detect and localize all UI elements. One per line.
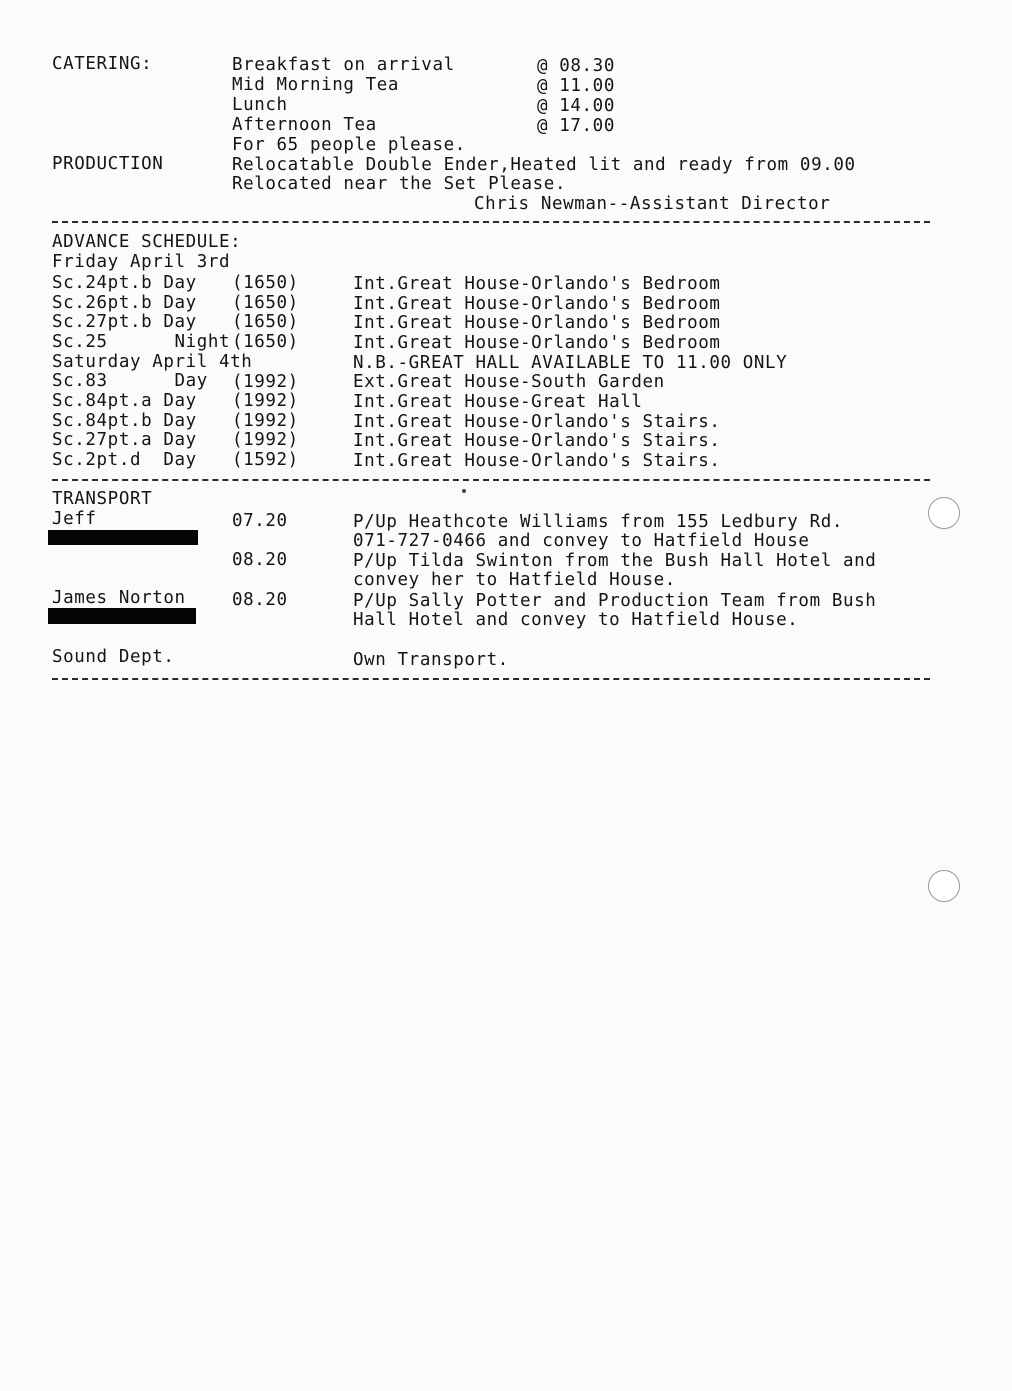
production-line-1: Relocatable Double Ender,Heated lit and ready from 09.00 <box>232 155 856 175</box>
schedule-row-col1: Sc.84pt.a Day <box>52 391 197 411</box>
catering-time-4: @ 17.00 <box>537 116 615 136</box>
schedule-row-col1: Sc.26pt.b Day <box>52 293 197 313</box>
schedule-row-col1: Sc.24pt.b Day <box>52 273 197 293</box>
schedule-row-col2: (1992) <box>232 372 299 392</box>
ink-dot <box>462 489 466 493</box>
schedule-row-col1: Friday April 3rd <box>52 252 231 272</box>
schedule-row-col3: Int.Great House-Orlando's Stairs. <box>353 412 721 432</box>
redaction-bar <box>48 530 198 545</box>
schedule-row-col2: (1650) <box>232 332 299 352</box>
punch-hole <box>928 870 960 902</box>
catering-label: CATERING: <box>52 54 153 74</box>
schedule-row-col3: Int.Great House-Orlando's Bedroom <box>353 333 721 353</box>
transport-driver-1: Jeff <box>52 509 97 529</box>
divider-rule <box>52 678 930 680</box>
divider-rule <box>52 221 930 223</box>
catering-meal-1: Breakfast on arrival <box>232 55 455 75</box>
schedule-row-col1: Sc.27pt.b Day <box>52 312 197 332</box>
sound-dept-label: Sound Dept. <box>52 647 175 667</box>
catering-meal-3: Lunch <box>232 95 288 115</box>
pickup-2-line-1: P/Up Tilda Swinton from the Bush Hall Hotel and <box>353 551 877 571</box>
catering-meal-2: Mid Morning Tea <box>232 75 400 95</box>
schedule-row-col1: Sc.2pt.d Day <box>52 450 197 470</box>
schedule-row-col3: Int.Great House-Great Hall <box>353 392 643 412</box>
schedule-row-col3: Int.Great House-Orlando's Bedroom <box>353 313 721 333</box>
advance-schedule-label: ADVANCE SCHEDULE: <box>52 232 242 252</box>
schedule-row-col1: Sc.84pt.b Day <box>52 411 197 431</box>
redaction-bar <box>48 608 196 624</box>
pickup-1-line-1: P/Up Heathcote Williams from 155 Ledbury Rd. <box>353 512 843 532</box>
schedule-row-col1: Sc.83 Day <box>52 371 208 391</box>
transport-driver-2: James Norton <box>52 588 186 608</box>
pickup-3-line-1: P/Up Sally Potter and Production Team from Bush <box>353 591 877 611</box>
schedule-row-col3: Int.Great House-Orlando's Bedroom <box>353 294 721 314</box>
schedule-row-col1: Saturday April 4th <box>52 352 253 372</box>
catering-time-3: @ 14.00 <box>537 96 615 116</box>
pickup-1-line-2: 071-727-0466 and convey to Hatfield House <box>353 531 810 551</box>
schedule-row-col1: Sc.25 Night <box>52 332 231 352</box>
schedule-row-col2: (1650) <box>232 273 299 293</box>
schedule-row-col2: (1992) <box>232 391 299 411</box>
transport-label: TRANSPORT <box>52 489 153 509</box>
schedule-row-col3: N.B.-GREAT HALL AVAILABLE TO 11.00 ONLY <box>353 353 788 373</box>
schedule-row-col3: Int.Great House-Orlando's Stairs. <box>353 431 721 451</box>
pickup-1-time: 07.20 <box>232 511 288 531</box>
production-label: PRODUCTION <box>52 154 164 174</box>
pickup-3-time: 08.20 <box>232 590 288 610</box>
production-line-2: Relocated near the Set Please. <box>232 174 567 194</box>
divider-rule <box>52 479 930 481</box>
catering-meal-4: Afternoon Tea <box>232 115 377 135</box>
pickup-2-line-2: convey her to Hatfield House. <box>353 570 676 590</box>
schedule-row-col2: (1992) <box>232 411 299 431</box>
schedule-row-col2: (1592) <box>232 450 299 470</box>
pickup-3-line-2: Hall Hotel and convey to Hatfield House. <box>353 610 799 630</box>
catering-note: For 65 people please. <box>232 135 466 155</box>
catering-time-1: @ 08.30 <box>537 56 615 76</box>
pickup-2-time: 08.20 <box>232 550 288 570</box>
schedule-row-col2: (1650) <box>232 293 299 313</box>
schedule-row-col1: Sc.27pt.a Day <box>52 430 197 450</box>
production-signature: Chris Newman--Assistant Director <box>474 194 831 214</box>
schedule-row-col3: Int.Great House-Orlando's Stairs. <box>353 451 721 471</box>
schedule-row-col2: (1992) <box>232 430 299 450</box>
schedule-row-col3: Int.Great House-Orlando's Bedroom <box>353 274 721 294</box>
schedule-row-col2: (1650) <box>232 312 299 332</box>
sound-dept-value: Own Transport. <box>353 650 509 670</box>
schedule-row-col3: Ext.Great House-South Garden <box>353 372 665 392</box>
punch-hole <box>928 497 960 529</box>
catering-time-2: @ 11.00 <box>537 76 615 96</box>
